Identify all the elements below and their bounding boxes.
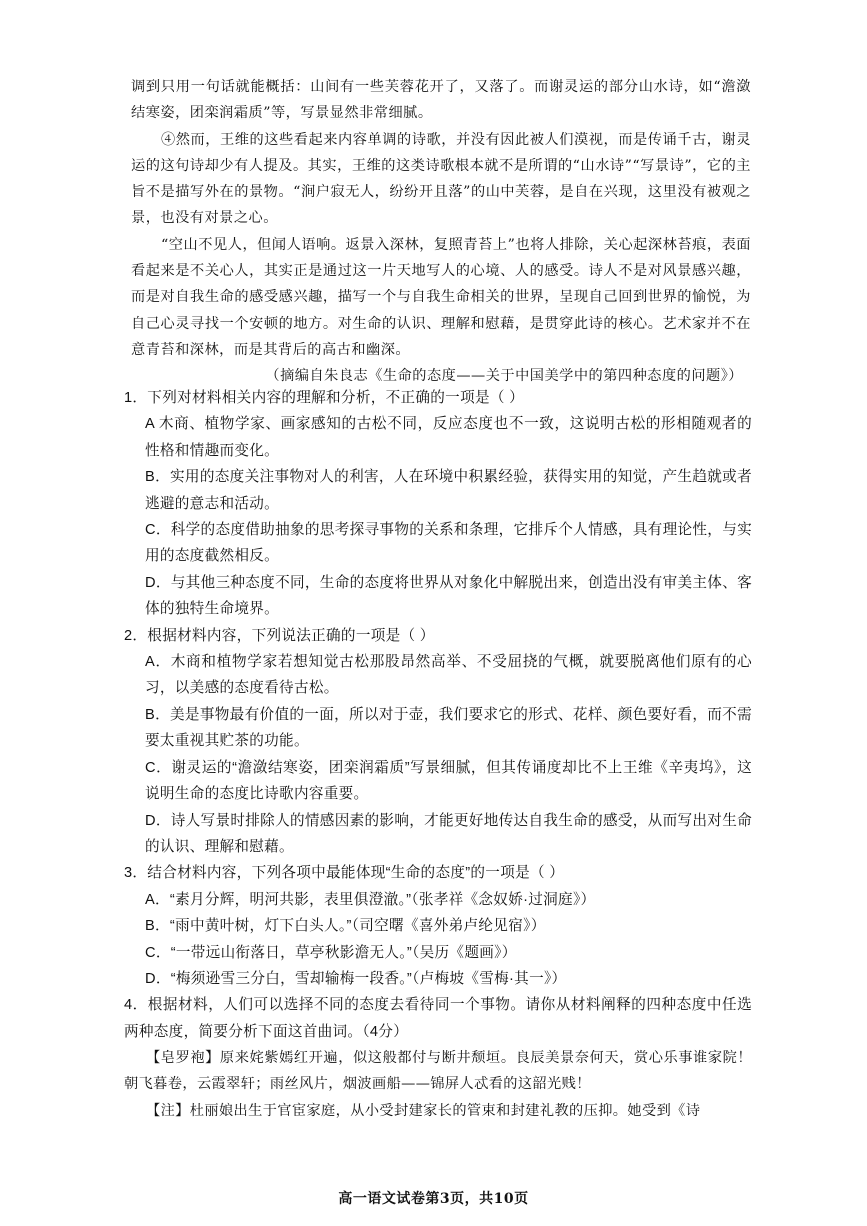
passage-source: （摘编自朱良志《生命的态度——关于中国美学中的第四种态度的问题》） xyxy=(265,368,743,385)
question-4 xyxy=(124,992,752,1124)
question-4-stem: 4．根据材料，人们可以选择不同的态度去看待同一个事物。请你从材料阐释的四种态度中任选两种态度，简要分析下面这首曲词。（4分） xyxy=(124,997,752,1040)
question-1-stem: 1．下列对材料相关内容的理解和分析，不正确的一项是（ ） xyxy=(124,390,525,406)
question-3-stem: 3．结合材料内容，下列各项中最能体现“生命的态度”的一项是（ ） xyxy=(124,865,565,882)
question-2-option-a: A．木商和植物学家若想知觉古松那股昂然高举、不受屈挠的气概，就要脱离他们原有的心习，以美感的态度看待古松。 xyxy=(145,654,752,697)
question-4-note: 【注】杜丽娘出生于官宦家庭，从小受封建家长的管束和封建礼教的压抑。她受到《诗 xyxy=(146,1102,701,1119)
reading-passage xyxy=(131,74,751,390)
passage-paragraph-4: ④然而，王维的这些看起来内容单调的诗歌，并没有因此被人们漠视，而是传诵千古，谢灵运的这句诗却少有人提及。其实，王维的这类诗歌根本就不是所谓的“山水诗”“写景诗”，它的主旨不是描写外在的景物。“涧户寂无人，纷纷开且落”的山中芙蓉，是自在兴现，这里没有被观之景，也没有对景之心。 xyxy=(131,131,751,227)
question-3 xyxy=(124,860,752,992)
passage-continued-line: 调到只用一句话就能概括：山间有一些芙蓉花开了，又落了。而谢灵运的部分山水诗，如“澹潋结寒姿，团栾润霜质”等，写景显然非常细腻。 xyxy=(131,79,751,122)
question-2-option-d: D．诗人写景时排除人的情感因素的影响，才能更好地传达自我生命的感受，从而写出对生命的认识、理解和慰藉。 xyxy=(145,812,752,855)
question-3-option-d: D．“梅须逊雪三分白，雪却输梅一段香。”（卢梅坡《雪梅·其一》） xyxy=(145,970,567,987)
question-1 xyxy=(124,385,752,623)
question-1-option-a: A 木商、植物学家、画家感知的古松不同，反应态度也不一致，这说明古松的形相随观者的性格和情趣而变化。 xyxy=(145,416,752,459)
questions xyxy=(124,385,752,1124)
question-3-option-b: B．“雨中黄叶树，灯下白头人。”（司空曙《喜外弟卢纶见宿》） xyxy=(145,918,546,935)
question-3-option-a: A．“素月分辉，明河共影，表里俱澄澈。”（张孝祥《念奴娇·过洞庭》） xyxy=(145,891,596,908)
question-2-stem: 2．根据材料内容，下列说法正确的一项是（ ） xyxy=(124,627,435,644)
question-2-option-c: C．谢灵运的“澹潋结寒姿，团栾润霜质”写景细腻，但其传诵度却比不上王维《辛夷坞》，这说明生命的态度比诗歌内容重要。 xyxy=(145,759,752,803)
question-4-poem: 【皂罗袍】原来姹紫嫣红开遍，似这般都付与断井颓垣。良辰美景奈何天，赏心乐事谁家院！朝飞暮卷，云霞翠轩；雨丝风片，烟波画船——锦屏人忒看的这韶光贱！ xyxy=(124,1050,752,1093)
question-1-option-c: C．科学的态度借助抽象的思考探寻事物的关系和条理，它排斥个人情感，具有理论性，与实用的态度截然相反。 xyxy=(145,522,752,565)
question-2 xyxy=(124,623,752,861)
question-3-option-c: C．“一带远山衔落日，草亭秋影澹无人。”（吴历《题画》） xyxy=(145,944,517,961)
question-1-option-b: B．实用的态度关注事物对人的利害，人在环境中积累经验，获得实用的知觉，产生趋就或者逃避的意志和活动。 xyxy=(145,469,752,512)
page-footer: 高一语文试卷第3页，共10页 xyxy=(338,1191,529,1207)
passage-paragraph-5: “空山不见人，但闻人语响。返景入深林，复照青苔上”也将人排除，关心起深林苔痕，表面看起来是不关心人，其实正是通过这一片天地写人的心境、人的感受。诗人不是对风景感兴趣，而是对自我生命的感受感兴趣，描写一个与自我生命相关的世界，呈现自己回到世界的愉悦，为自己心灵寻找一个安顿的地方。对生命的认识、理解和慰藉，是贯穿此诗的核心。艺术家并不在意青苔和深林，而是其背后的高古和幽深。 xyxy=(131,236,751,358)
question-1-option-d: D．与其他三种态度不同，生命的态度将世界从对象化中解脱出来，创造出没有审美主体、客体的独特生命境界。 xyxy=(145,574,752,618)
question-2-option-b: B．美是事物最有价值的一面，所以对于壶，我们要求它的形式、花样、颜色要好看，而不需要太重视其贮茶的功能。 xyxy=(145,706,752,750)
